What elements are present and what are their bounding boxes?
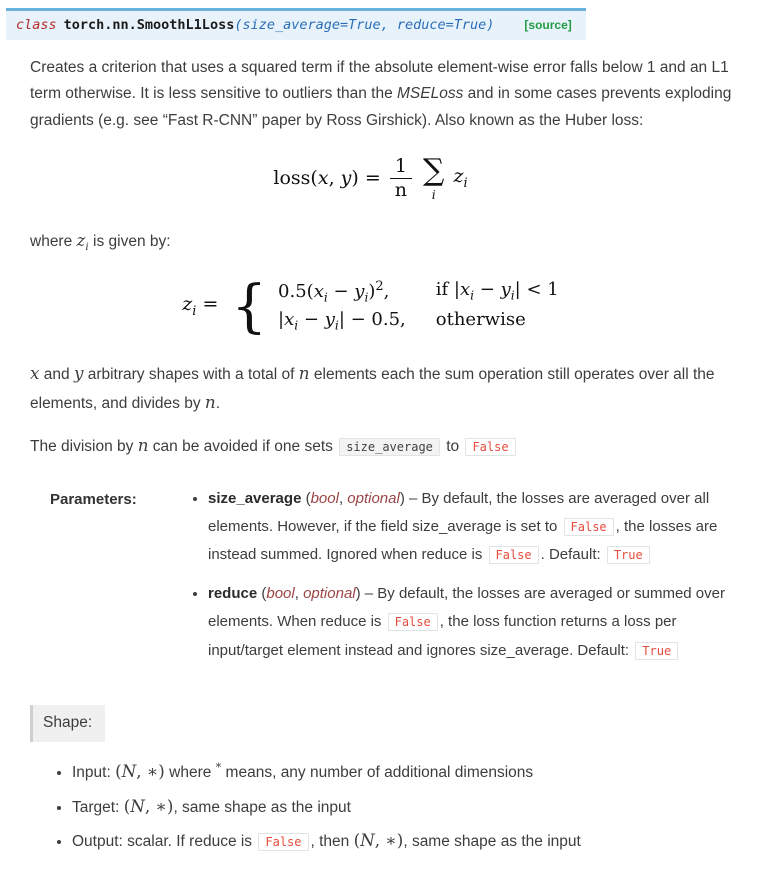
text-run: , same shape as the input [403,833,581,851]
cases-lhs [182,293,218,320]
text-run: Target: [72,798,124,816]
text-run: , [338,489,348,507]
code-literal: False [564,518,614,536]
math-variable: x [459,279,471,301]
division-note-paragraph [30,431,751,460]
text-run: , same shape as the input [173,798,351,816]
math-variable: n [298,362,310,383]
formula-term [453,165,467,192]
text-run: , then [310,833,354,851]
math-variable: N [360,830,375,851]
text-run: ) – By default, the losses are averaged over all elements. However, if the field size_average is set to [208,489,710,535]
text-run: where [30,232,77,250]
sigma-subscript: i [431,187,436,203]
math-text: , ∗) [136,761,165,782]
text-run: Output: scalar. If reduce is [72,833,257,851]
shape-label: Shape: [30,705,105,742]
math-text: , [328,166,341,189]
formula-lhs [273,167,380,191]
text-run: is given by: [88,232,171,250]
math-variable: N [130,795,145,816]
subscript: i [294,318,299,333]
math-text: , ∗) [374,830,404,851]
math-text: = [196,293,219,316]
shape-item-output [72,827,751,855]
code-literal: False [388,613,438,631]
subscript: i [85,240,89,253]
fraction [390,156,412,202]
superscript: 2 [375,279,384,295]
code-literal: False [465,438,515,456]
math-text: ) = [351,166,381,189]
case2-expression [278,309,406,334]
parameters-label: Parameters: [50,490,137,508]
subscript: i [323,290,328,305]
math-variable: n [137,435,149,456]
code-literal: True [607,546,650,564]
text-run: Creates a criterion that uses a squared term if the absolute element-wise error falls below 1 and an L1 term otherwise. It is less sensitive to outliers than the [30,59,729,103]
class-name: torch.nn.SmoothL1Loss [63,17,235,33]
type-annotation: optional [303,585,356,603]
parameter-item-size-average [208,485,751,570]
math-text: 0.5( [278,281,314,303]
code-literal: False [489,546,539,564]
math-text: | < 1 [514,279,559,301]
math-variable: y [500,279,511,301]
math-variable: z [453,165,464,188]
math-text: , [383,281,390,303]
math-text: − [474,279,501,301]
type-annotation: optional [347,489,400,507]
loss-formula [30,153,711,203]
cases-grid [278,279,559,334]
math-variable: y [324,309,335,331]
math-variable: x [317,166,329,189]
subscript: i [364,290,369,305]
text-run: , the losses are instead summed. Ignored when reduce is [208,517,718,564]
text-run: means, any number of additional dimensions [221,764,534,782]
cases-brace: { [231,273,268,340]
math-variable: z [182,293,193,316]
text-run: . Default: [540,546,605,564]
text-run: and [39,365,74,383]
case1-condition [436,279,559,306]
text-run: ( [257,585,267,603]
signature-params: (size_average=True, reduce=True) [234,17,495,33]
doc-body [6,40,751,855]
subscript: i [510,288,515,303]
superscript: * [215,761,222,775]
text-run: where [164,764,216,782]
text-run: can be avoided if one sets [148,438,338,456]
math-text: ( [115,761,122,782]
math-variable: z [76,229,86,250]
type-annotation: bool [310,489,339,507]
math-text: ( [123,795,131,816]
math-text: | − 0.5, [338,309,406,331]
text-run: , the loss function returns a loss per input/target element instead and ignores size_average. Default: [208,613,677,659]
math-text: − [298,309,325,331]
math-variable: N [121,761,137,782]
text-run: The division by [30,438,138,456]
text-run: ( [301,489,311,507]
source-link[interactable]: [source] [524,18,572,32]
parameters-field [30,485,751,665]
text-run: . [215,395,220,413]
fraction-numerator: 1 [394,155,407,178]
text-run: to [441,438,464,456]
description-paragraph [30,55,751,134]
math-variable: n [204,392,216,413]
class-keyword: class [16,17,57,33]
math-variable: y [340,166,352,189]
shapes-note-paragraph [30,359,751,418]
math-text: | [278,309,285,331]
case2-condition [436,309,559,334]
math-variable: x [284,309,295,331]
case1-expression [278,279,406,306]
text-run: elements each the sum operation still operates over all the elements, and divides by [30,365,715,413]
param-name: size_average [208,489,302,507]
shape-item-input [72,758,751,786]
where-paragraph [30,226,751,257]
text-run: Input: [72,764,116,782]
code-literal: False [258,833,308,851]
cases-formula [30,273,711,340]
parameters-body [188,485,751,665]
summation [423,153,445,203]
math-text: if | [435,279,460,301]
fraction-denominator: n [390,178,412,202]
math-text: ( [353,830,361,851]
emphasis: MSELoss [397,85,464,103]
math-text: loss( [273,166,318,189]
math-variable: x [313,281,324,303]
shape-list [30,758,751,855]
math-text: − [327,281,355,303]
type-annotation: bool [266,585,295,603]
shape-item-target [72,793,751,821]
subscript: i [192,304,197,320]
math-variable: y [354,281,365,303]
math-text: ) [368,281,376,303]
text-run: and in some cases prevents exploding gradients (e.g. see “Fast R-CNN” paper by Ross Girshick). Also known as the Huber loss: [30,85,732,129]
math-variable: x [30,362,40,383]
text-run: arbitrary shapes with a total of [83,365,299,383]
code-literal: True [635,642,678,660]
sigma-symbol: ∑ [423,153,445,189]
shape-section [30,705,751,855]
math-variable: y [73,362,84,383]
class-signature-bar [6,8,586,40]
subscript: i [334,318,339,333]
subscript: i [463,176,468,192]
math-text: otherwise [435,309,526,331]
parameter-item-reduce [208,580,751,665]
subscript: i [470,288,475,303]
math-text: , ∗) [144,795,174,816]
text-run: ) – By default, the losses are averaged or summed over elements. When reduce is [208,585,725,631]
text-run: , [294,585,304,603]
parameters-list [188,485,751,665]
param-name: reduce [208,585,258,603]
code-ref: size_average [339,438,440,456]
